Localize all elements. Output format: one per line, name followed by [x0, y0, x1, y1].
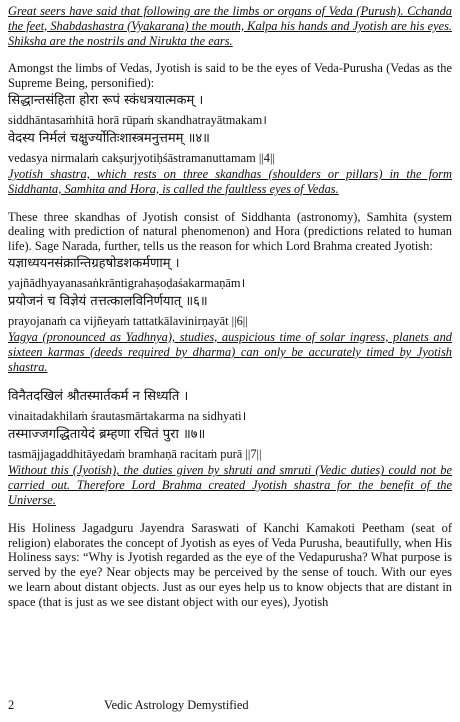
limbs-paragraph: Amongst the limbs of Vedas, Jyotish is said to be the eyes of Veda-Purusha (Vedas as the Supreme Being, personified):	[8, 61, 452, 91]
verse-6-transliteration-line-1: yajñādhyayanasaṅkrāntigrahaṣoḍaśakarmaṇām।	[8, 275, 246, 290]
verse-7-transliteration-line-1: vinaitadakhilaṁ śrautasmārtakarma na sidhyati।	[8, 409, 247, 424]
verse-7-transliteration-line-2: tasmājjagaddhitāyedaṁ bramhaṇā racitaṁ purā ||7||	[8, 447, 262, 462]
verse-6-devanagari-line-2: प्रयोजनं च विज्ञेयं तत्तत्कालविनिर्णयात् ॥६॥	[8, 293, 208, 309]
book-title: Vedic Astrology Demystified	[104, 698, 249, 712]
page-body	[8, 4, 452, 610]
verse-4-devanagari-line-1: सिद्धान्तसंहिता होरा रूपं स्कंधत्रयात्मकम् ।	[8, 92, 204, 108]
intro-paragraph: Great seers have said that following are the limbs or organs of Veda (Purush). Cchanda the feet, Shabdashastra (Vyakarana) the mouth, Kalpa his hands and Jyotish are his eyes. Shiksha are the nostrils and Nirukta the ears.	[8, 4, 452, 48]
verse-7-devanagari-line-2: तस्माज्जगद्धितायेदं ब्रम्हणा रचितं पुरा ॥७॥	[8, 427, 206, 443]
verse-4-transliteration-line-2: vedasya nirmalaṁ cakṣurjyotiḥśāstramanuttamam ||4||	[8, 150, 275, 165]
verse-6-transliteration-line-2: prayojanaṁ ca vijñeyaṁ tattatkālavinirṇayāt ||6||	[8, 313, 248, 328]
verse-6-devanagari-line-1: यज्ञाध्ययनसंक्रान्तिग्रहषोडशकर्मणाम् ।	[8, 255, 180, 271]
verse-4-devanagari-line-2: वेदस्य निर्मलं चक्षुर्ज्योतिःशास्त्रमनुत्तमम् ॥४॥	[8, 130, 210, 146]
verse-4-meaning: Jyotish shastra, which rests on three skandhas (shoulders or pillars) in the form Siddhanta, Samhita and Hora, is called the faultless eyes of Vedas.	[8, 166, 452, 196]
jagadguru-paragraph: His Holiness Jagadguru Jayendra Saraswati of Kanchi Kamakoti Peetham (seat of religion) elaborates the concept of Jyotish as eyes of Veda Purusha, beautifully, when His Holiness says: “Why is Jyotish regarded as the eye of the Vedapurusha? What purpose is served by the eye? Near objects may be perceived by the sense of touch. With our eyes we learn about distant objects. Just as our eyes help us to know objects that are distant in space (that is just as we see distant object with our eyes), Jyotish	[8, 520, 452, 609]
verse-7-meaning: Without this (Jyotish), the duties given by shruti and smruti (Vedic duties) could not be carried out. Therefore Lord Brahma created Jyotish shastra for the benefit of the Universe.	[8, 463, 452, 507]
verse-7-devanagari-line-1: विनैतदखिलं श्रौतस्मार्तकर्म न सिध्यति ।	[8, 389, 189, 405]
skandhas-paragraph: These three skandhas of Jyotish consist of Siddhanta (astronomy), Samhita (system dealing with prediction of natural phenomenon) and Hora (predictions related to human life). Sage Narada, further, tells us the reason for which Lord Brahma created Jyotish:	[8, 209, 452, 254]
verse-6-meaning: Yagya (pronounced as Yadhnya), studies, auspicious time of solar ingress, planets and sixteen karmas (deeds required by dharma) can only be accurately timed by Jyotish shastra.	[8, 329, 452, 374]
verse-4-transliteration-line-1: siddhāntasaṁhitā horā rūpaṁ skandhatrayātmakam।	[8, 112, 267, 127]
page-number: 2	[8, 698, 15, 712]
